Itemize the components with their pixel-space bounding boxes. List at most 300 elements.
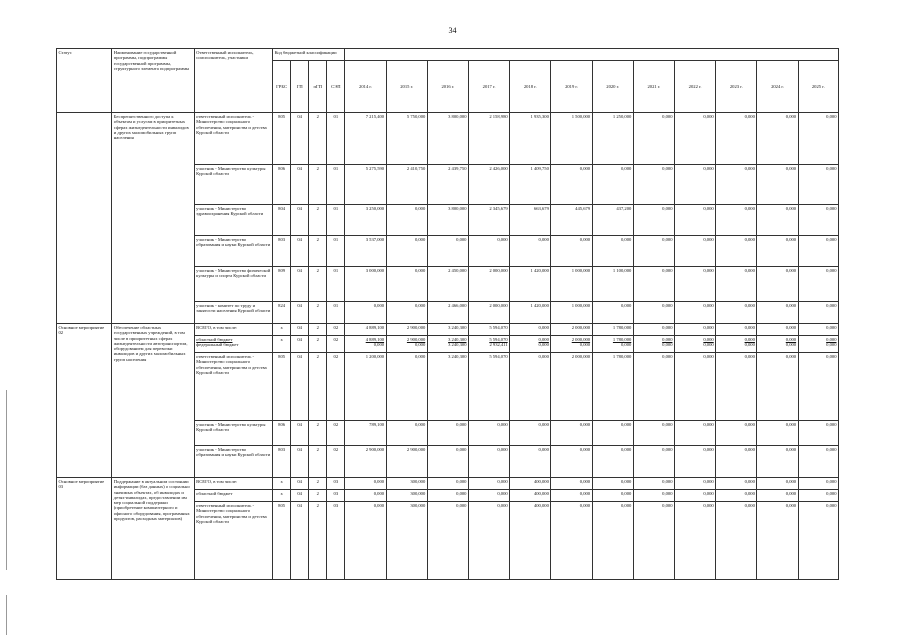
year-value [551, 490, 592, 502]
value-text: 3 240,300 [448, 337, 467, 342]
value-text: 0,000 [373, 303, 385, 308]
year-value [551, 205, 592, 236]
code-sep: 01 [327, 165, 345, 205]
value-text: 300,000 [410, 503, 426, 508]
year-value [427, 478, 468, 490]
row-executor [194, 205, 272, 236]
year-value [427, 421, 468, 446]
value-text: 0,000 [826, 325, 837, 330]
code-sep: 02 [327, 421, 345, 446]
year-value [675, 236, 716, 267]
code-gp: 04 [291, 336, 309, 353]
code-grbs: x [273, 490, 291, 502]
year-value [675, 353, 716, 421]
year-value [757, 502, 798, 580]
value-text: 0,000 [620, 422, 632, 427]
value-text: 0,000 [414, 237, 426, 242]
year-value [757, 165, 798, 205]
year-value [757, 267, 798, 302]
value-text: 0,000 [414, 422, 426, 427]
code-gp: 04 [291, 165, 309, 205]
value-text: 0,000 [826, 237, 837, 242]
code-gp: 04 [291, 324, 309, 336]
value-text: 0,000 [662, 337, 673, 342]
year-value [427, 113, 468, 165]
year-value [716, 478, 757, 490]
year-value [675, 502, 716, 580]
executor-text: участник - Министерство образования и науки Курской области [196, 447, 271, 458]
year-value [592, 324, 633, 336]
value-text: 0,000 [579, 166, 591, 171]
value-text: 0,000 [538, 447, 549, 452]
year-value [468, 267, 509, 302]
header-code: СЭП [327, 61, 345, 113]
year-value [798, 502, 838, 580]
value-text: 0,000 [744, 447, 755, 452]
year-value [757, 113, 798, 165]
code-gp: 04 [291, 421, 309, 446]
header-year: 2017 г. [468, 61, 509, 113]
value-text: 0,000 [744, 503, 755, 508]
value-text: 1 409,750 [530, 166, 549, 171]
value-text: 0,000 [373, 342, 385, 348]
value-text: 0,000 [538, 342, 549, 348]
value-text: 0,000 [826, 337, 837, 342]
year-value [345, 302, 386, 324]
year-value [345, 490, 386, 502]
value-text: 0,000 [826, 268, 837, 273]
year-value [798, 324, 838, 336]
year-value [510, 113, 551, 165]
header-year: 2018 г. [510, 61, 551, 113]
header-name: Наименование государственной программы, подпрограммы государственной программы, структурного элемента подпрограммы [112, 49, 194, 113]
value-text: 7 215,400 [365, 114, 385, 119]
value-text: 0,000 [620, 503, 632, 508]
year-value [510, 353, 551, 421]
year-value [386, 302, 427, 324]
year-value [345, 324, 386, 336]
executor-text: участник - Министерство культуры Курской области [196, 422, 266, 433]
code-grbs: 803 [273, 446, 291, 478]
value-text: 0,000 [703, 354, 714, 359]
year-value [675, 113, 716, 165]
year-value [468, 353, 509, 421]
value-text: 0,000 [414, 342, 426, 348]
value-text: 0,000 [662, 354, 673, 359]
value-text: 0,000 [538, 354, 549, 359]
code-gp: 04 [291, 205, 309, 236]
year-value [798, 205, 838, 236]
value-text: 5 275,590 [365, 166, 385, 171]
year-value [345, 236, 386, 267]
value-text: 0,000 [703, 303, 714, 308]
code-gp: 04 [291, 478, 309, 490]
year-value [633, 113, 674, 165]
value-text: 0,000 [662, 166, 673, 171]
executor-text: ответственный исполнитель - Министерство социального обеспечения, материнства и детства Курской области [196, 354, 267, 375]
value-text: 300,000 [410, 479, 426, 484]
table-body [57, 113, 839, 580]
value-text: 0,000 [662, 303, 673, 308]
code-grbs: x [273, 324, 291, 336]
value-text: 2 900,000 [406, 337, 426, 342]
year-value [386, 236, 427, 267]
year-value [386, 490, 427, 502]
value-text: 0,000 [414, 206, 426, 211]
code-gp: 04 [291, 113, 309, 165]
value-text: 3 000,000 [365, 268, 385, 273]
value-text: 2 900,000 [365, 447, 385, 452]
header-budget-code: Код бюджетной классификации [273, 49, 345, 61]
header-year: 2021 г. [633, 61, 674, 113]
value-text: 0,000 [456, 479, 467, 484]
value-text: 0,000 [662, 447, 673, 452]
year-value [592, 353, 633, 421]
row-executor [194, 236, 272, 267]
year-value [551, 353, 592, 421]
value-text: 0,000 [620, 303, 632, 308]
code-grbs: x [273, 478, 291, 490]
year-value [510, 446, 551, 478]
year-value [675, 336, 716, 353]
code-pgp: 2 [309, 353, 327, 421]
code-grbs: 805 [273, 113, 291, 165]
table-row [57, 324, 839, 336]
value-text: 0,000 [497, 479, 508, 484]
year-value [468, 478, 509, 490]
value-text: 0,000 [785, 325, 797, 330]
value-text: 1 200,000 [365, 354, 385, 359]
value-text: 0,000 [662, 342, 673, 348]
value-text: 0,000 [785, 303, 797, 308]
value-text: 3 537,000 [365, 237, 385, 242]
row-executor [194, 478, 272, 490]
value-text: 0,000 [785, 206, 797, 211]
budget-table [56, 48, 839, 580]
year-value [510, 236, 551, 267]
year-value [798, 302, 838, 324]
year-value [798, 421, 838, 446]
year-value [675, 267, 716, 302]
value-text: 0,000 [456, 491, 467, 496]
code-gp: 04 [291, 502, 309, 580]
value-text: 0,000 [703, 491, 714, 496]
value-text: 0,000 [579, 479, 591, 484]
value-text: 0,000 [620, 491, 632, 496]
value-text: 0,000 [373, 503, 385, 508]
executor-text: участник - комитет по труду и занятости населения Курской области [196, 303, 271, 314]
value-text: 0,000 [703, 422, 714, 427]
value-text: 0,000 [497, 491, 508, 496]
value-text: 437,200 [616, 206, 632, 211]
year-value [592, 302, 633, 324]
row-status: Основное мероприятие 03 [57, 478, 112, 580]
code-sep: 03 [327, 490, 345, 502]
code-pgp: 2 [309, 236, 327, 267]
year-value [468, 205, 509, 236]
year-value [633, 421, 674, 446]
year-value [757, 478, 798, 490]
executor-text: федеральный бюджет [196, 342, 239, 348]
code-sep: 01 [327, 236, 345, 267]
value-text: 0,000 [497, 447, 508, 452]
year-value [798, 490, 838, 502]
year-value [592, 236, 633, 267]
header-year: 2016 г. [427, 61, 468, 113]
code-pgp: 2 [309, 446, 327, 478]
year-value [716, 236, 757, 267]
value-text: 0,000 [744, 303, 755, 308]
header-year: 2015 г. [386, 61, 427, 113]
value-text: 2 426,000 [489, 166, 508, 171]
value-text: 0,000 [662, 491, 673, 496]
value-text: 0,000 [785, 342, 797, 348]
executor-text: ВСЕГО, в том числе: [196, 479, 238, 484]
year-value [592, 478, 633, 490]
code-sep: 02 [327, 336, 345, 353]
header-code: ГП [291, 61, 309, 113]
year-value [675, 205, 716, 236]
value-text: 0,000 [744, 354, 755, 359]
year-value [757, 421, 798, 446]
value-text: 0,000 [620, 479, 632, 484]
value-text: 2 410,750 [406, 166, 426, 171]
year-value [551, 302, 592, 324]
value-text: 0,000 [785, 422, 797, 427]
scan-edge-line [6, 390, 8, 570]
year-value [592, 336, 633, 353]
year-value [633, 502, 674, 580]
value-text: 0,000 [662, 114, 673, 119]
value-text: 2 000,000 [571, 354, 591, 359]
value-text: 1 250,000 [612, 114, 632, 119]
year-value [551, 165, 592, 205]
value-text: 0,000 [744, 206, 755, 211]
row-status [57, 113, 112, 324]
code-pgp: 2 [309, 502, 327, 580]
value-text: 0,000 [497, 422, 508, 427]
value-text: 5 594,070 [489, 354, 508, 359]
value-text: 1 500,000 [571, 114, 591, 119]
value-text: 0,000 [538, 237, 549, 242]
year-value [716, 421, 757, 446]
value-text: 3 240,300 [448, 342, 467, 348]
value-text: 400,000 [533, 503, 549, 508]
value-text: 0,000 [703, 337, 714, 342]
value-text: 3 800,000 [448, 114, 467, 119]
header-year: 2019 г. [551, 61, 592, 113]
value-text: 0,000 [826, 447, 837, 452]
code-grbs: 803 [273, 236, 291, 267]
code-gp: 04 [291, 446, 309, 478]
value-text: 5 594,070 [489, 325, 508, 330]
code-sep: 01 [327, 267, 345, 302]
executor-text: областной бюджет [196, 491, 233, 496]
row-executor [194, 324, 272, 336]
value-text: 0,000 [744, 491, 755, 496]
year-value [716, 353, 757, 421]
row-executor [194, 165, 272, 205]
row-executor [194, 421, 272, 446]
year-value [427, 502, 468, 580]
year-value [510, 205, 551, 236]
year-value [386, 421, 427, 446]
row-name: Беспрепятственного доступа к объектам и услугам в приоритетных сферах жизнедеятельности инвалидов и других маломобильных групп населения [112, 113, 194, 324]
value-text: 0,000 [826, 342, 837, 348]
code-pgp: 2 [309, 165, 327, 205]
year-value [716, 165, 757, 205]
year-value [427, 165, 468, 205]
year-value [757, 336, 798, 353]
value-text: 0,000 [826, 503, 837, 508]
code-sep: 03 [327, 502, 345, 580]
value-text: 5 594,070 [489, 337, 508, 342]
year-value [510, 490, 551, 502]
value-text: 0,000 [744, 114, 755, 119]
value-text: 3 250,000 [365, 206, 385, 211]
year-value [633, 205, 674, 236]
value-text: 1 100,000 [612, 268, 632, 273]
value-text: 5 750,000 [406, 114, 426, 119]
header-year: 2022 г. [675, 61, 716, 113]
value-text: 1 000,000 [571, 303, 591, 308]
value-text: 0,000 [826, 166, 837, 171]
year-value [427, 353, 468, 421]
year-value [675, 478, 716, 490]
year-value [757, 302, 798, 324]
year-value [510, 324, 551, 336]
code-pgp: 2 [309, 478, 327, 490]
value-text: 1 935,300 [530, 114, 549, 119]
value-text: 0,000 [703, 114, 714, 119]
year-value [386, 478, 427, 490]
year-value [551, 267, 592, 302]
year-value [427, 336, 468, 353]
year-value [716, 205, 757, 236]
code-pgp: 2 [309, 205, 327, 236]
code-gp: 04 [291, 353, 309, 421]
year-value [345, 502, 386, 580]
year-value [551, 478, 592, 490]
year-value [510, 502, 551, 580]
row-executor [194, 336, 272, 353]
code-grbs: 809 [273, 267, 291, 302]
value-text: 300,000 [410, 491, 426, 496]
value-text: 0,000 [744, 166, 755, 171]
header-year: 2023 г. [716, 61, 757, 113]
code-sep: 03 [327, 478, 345, 490]
value-text: 0,000 [826, 491, 837, 496]
year-value [386, 446, 427, 478]
code-pgp: 2 [309, 267, 327, 302]
value-text: 0,000 [826, 422, 837, 427]
value-text: 0,000 [579, 237, 591, 242]
year-value [592, 267, 633, 302]
value-text: 0,000 [744, 325, 755, 330]
year-value [510, 336, 551, 353]
code-pgp: 2 [309, 490, 327, 502]
year-value [551, 446, 592, 478]
value-text: 0,000 [744, 422, 755, 427]
value-text: 0,000 [785, 337, 797, 342]
year-value [345, 336, 386, 353]
year-value [798, 165, 838, 205]
code-gp: 04 [291, 236, 309, 267]
value-text: 400,000 [533, 479, 549, 484]
header-year: 2020 г. [592, 61, 633, 113]
year-value [716, 113, 757, 165]
header-code: ГРБС [273, 61, 291, 113]
code-grbs: x [273, 336, 291, 353]
value-text: 0,000 [373, 479, 385, 484]
year-value [386, 336, 427, 353]
executor-text: участник - Министерство образования и науки Курской области [196, 237, 271, 248]
value-text: 1 000,000 [571, 268, 591, 273]
value-text: 0,000 [826, 114, 837, 119]
code-pgp: 2 [309, 113, 327, 165]
value-text: 0,000 [579, 342, 591, 348]
code-grbs: 824 [273, 302, 291, 324]
year-value [468, 502, 509, 580]
value-text: 1 780,000 [612, 354, 632, 359]
executor-text: участник - Министерство физической культуры и спорта Курской области [196, 268, 271, 279]
value-text: 0,000 [744, 237, 755, 242]
year-value [633, 267, 674, 302]
year-value [675, 324, 716, 336]
code-sep: 01 [327, 302, 345, 324]
year-value [468, 490, 509, 502]
value-text: 0,000 [785, 479, 797, 484]
year-value [592, 165, 633, 205]
header-year: 2024 г. [757, 61, 798, 113]
value-text: 0,000 [662, 503, 673, 508]
value-text: 0,000 [744, 268, 755, 273]
header-code: пГП [309, 61, 327, 113]
executor-text: ответственный исполнитель - Министерство социального обеспечения, материнства и детства Курской области [196, 114, 267, 135]
value-text: 400,000 [533, 491, 549, 496]
value-text: 2 450,000 [448, 268, 467, 273]
code-grbs: 805 [273, 353, 291, 421]
year-value [798, 236, 838, 267]
year-value [345, 267, 386, 302]
value-text: 0,000 [826, 354, 837, 359]
value-text: 0,000 [703, 447, 714, 452]
value-text: 0,000 [456, 447, 467, 452]
value-text: 2 932,411 [489, 342, 508, 348]
value-text: 0,000 [538, 422, 549, 427]
value-text: 0,000 [662, 206, 673, 211]
year-value [592, 446, 633, 478]
code-gp: 04 [291, 267, 309, 302]
code-sep: 02 [327, 324, 345, 336]
year-value [427, 324, 468, 336]
table-row [57, 478, 839, 490]
value-text: 1 420,000 [530, 268, 549, 273]
value-text: 2 466,000 [448, 303, 467, 308]
value-text: 445,679 [575, 206, 591, 211]
value-text: 0,000 [785, 114, 797, 119]
year-value [798, 336, 838, 353]
year-value [386, 267, 427, 302]
value-text: 0,000 [703, 268, 714, 273]
year-value [592, 113, 633, 165]
value-text: 0,000 [662, 422, 673, 427]
year-value [633, 446, 674, 478]
value-text: 0,000 [703, 237, 714, 242]
year-value [551, 236, 592, 267]
year-value [675, 446, 716, 478]
year-value [510, 165, 551, 205]
